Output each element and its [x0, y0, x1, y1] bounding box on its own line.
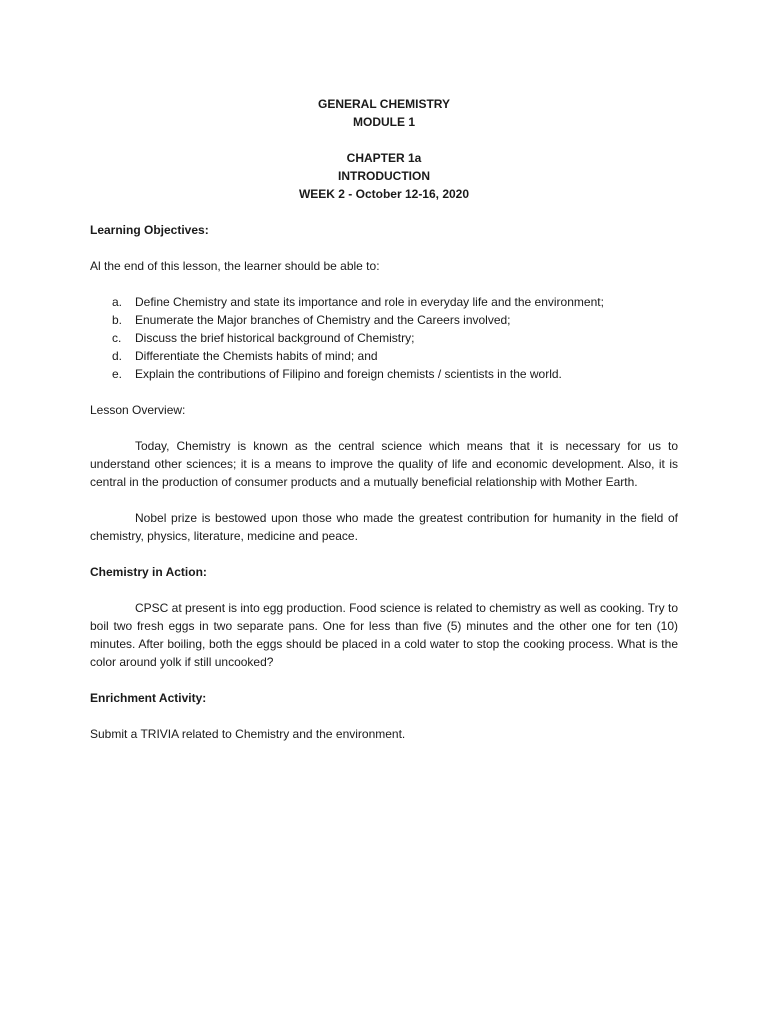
enrichment-paragraph: Submit a TRIVIA related to Chemistry and the environment.: [90, 727, 406, 741]
week-label: WEEK 2 - October 12-16, 2020: [298, 187, 470, 201]
list-marker: b.: [112, 313, 123, 327]
objectives-list: [90, 293, 678, 383]
list-item: [112, 365, 678, 383]
list-item-text: Discuss the brief historical background of Chemistry;: [135, 331, 415, 345]
list-marker: e.: [112, 367, 123, 381]
action-paragraph: CPSC at present is into egg production. Food science is related to chemistry as well as cooking. Try to boil two fresh eggs in two separate pans. One for less than five (5) minutes and the other one for ten (10) minutes. After boiling, both the eggs should be placed in a cold water to stop the cooking process. What is the color around yolk if still uncooked?: [90, 601, 678, 669]
list-item: [112, 329, 678, 347]
list-item-text: Explain the contributions of Filipino and foreign chemists / scientists in the world.: [135, 367, 562, 381]
list-item-text: Enumerate the Major branches of Chemistry and the Careers involved;: [135, 313, 511, 327]
list-marker: c.: [112, 331, 122, 345]
section-label: INTRODUCTION: [338, 169, 430, 183]
overview-paragraph-2: Nobel prize is bestowed upon those who made the greatest contribution for humanity in the field of chemistry, physics, literature, medicine and peace.: [90, 511, 678, 543]
chapter-block: [90, 149, 678, 203]
list-item: [112, 293, 678, 311]
chapter-label: CHAPTER 1a: [346, 151, 422, 165]
list-item-text: Define Chemistry and state its importance and role in everyday life and the environment;: [135, 295, 604, 309]
objectives-intro: Al the end of this lesson, the learner should be able to:: [90, 259, 380, 273]
list-marker: d.: [112, 349, 123, 363]
list-item: [112, 311, 678, 329]
list-marker: a.: [112, 295, 123, 309]
overview-paragraph-1: Today, Chemistry is known as the central science which means that it is necessary for us to understand other sciences; it is a means to improve the quality of life and economic development. Also, it is central in the production of consumer products and a mutually beneficial relationship with Mother Earth.: [90, 439, 678, 489]
list-item-text: Differentiate the Chemists habits of mind; and: [135, 349, 378, 363]
objectives-heading: Learning Objectives:: [90, 223, 209, 237]
list-item: [112, 347, 678, 365]
enrichment-heading: Enrichment Activity:: [90, 691, 207, 705]
overview-heading: Lesson Overview:: [90, 403, 186, 417]
action-heading: Chemistry in Action:: [90, 565, 207, 579]
title-block: [90, 95, 678, 131]
document-title: GENERAL CHEMISTRY: [317, 97, 450, 111]
module-label: MODULE 1: [352, 115, 415, 129]
